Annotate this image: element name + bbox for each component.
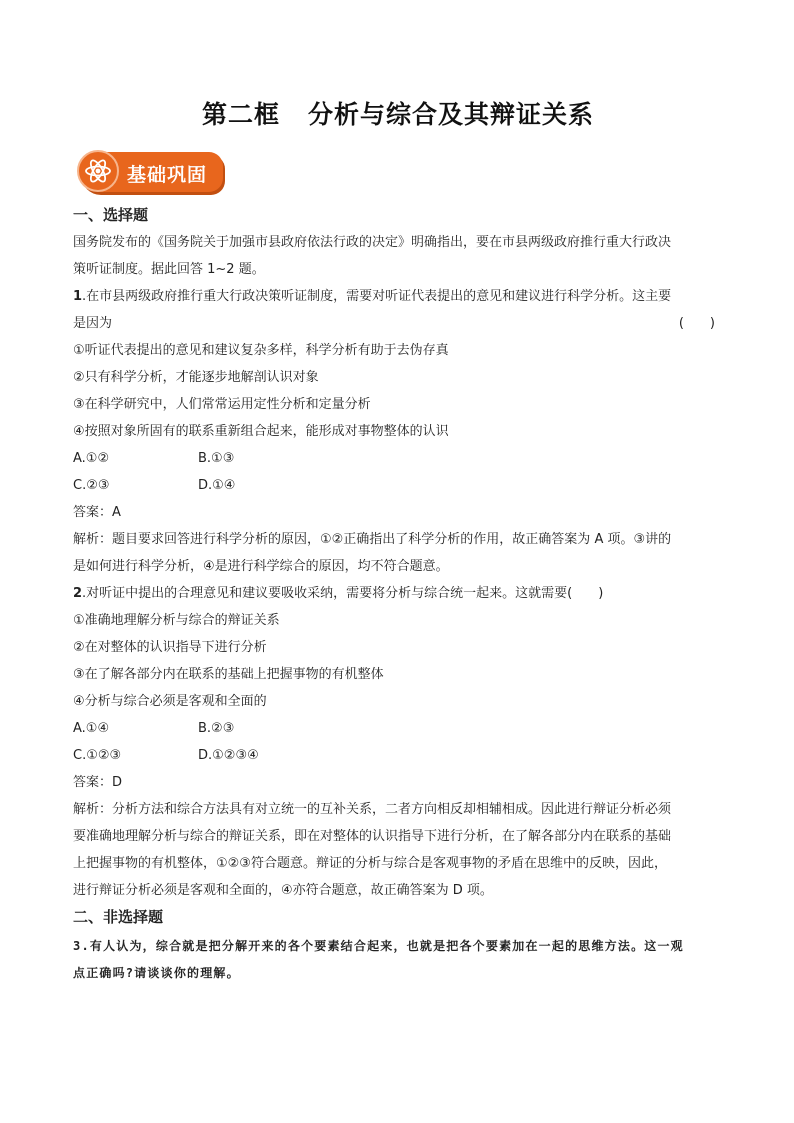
analysis-line: 是如何进行科学分析，④是进行科学综合的原因，均不符合题意。	[73, 559, 449, 574]
question-2-stem-text: .对听证中提出的合理意见和建议要吸收采纳，需要将分析与综合统一起来。这就需要( )	[82, 586, 604, 601]
option-d: D.①④	[198, 478, 236, 493]
answer: 答案：D	[73, 775, 123, 790]
statement-item: ③在科学研究中，人们常常运用定性分析和定量分析	[73, 397, 371, 412]
intro-line: 策听证制度。据此回答 1~2 题。	[73, 262, 265, 277]
option-d: D.①②③④	[198, 748, 259, 763]
statement-item: ④分析与综合必须是客观和全面的	[73, 694, 267, 709]
question-3-text: .有人认为，综合就是把分解开来的各个要素结合起来，也就是把各个要素加在一起的思维方法。这一观	[81, 939, 684, 953]
option-a: A.①②	[73, 451, 110, 466]
analysis-line: 要准确地理解分析与综合的辩证关系，即在对整体的认识指导下进行分析，在了解各部分内在联系的基础	[73, 829, 672, 844]
option-b: B.①③	[198, 451, 235, 466]
option-c: C.①②③	[73, 748, 122, 763]
badge-label: 基础巩固	[127, 164, 208, 186]
answer-blank: ( )	[678, 316, 715, 331]
answer: 答案：A	[73, 505, 121, 520]
options-row	[73, 742, 723, 769]
page-title	[73, 95, 723, 131]
options-row	[73, 715, 723, 742]
question-1-stem-text: 是因为	[73, 316, 113, 331]
title-part-2: 分析与综合及其辩证关系	[308, 100, 595, 129]
option-b: B.②③	[198, 721, 235, 736]
analysis-line: 解析：分析方法和综合方法具有对立统一的互补关系，二者方向相反却相辅相成。因此进行辩证分析必须	[73, 802, 672, 817]
section-1	[73, 202, 723, 987]
question-2-stem	[73, 580, 723, 607]
title-part-1: 第二框	[201, 100, 280, 129]
question-1-stem-text: .在市县两级政府推行重大行政决策听证制度，需要对听证代表提出的意见和建议进行科学分析。这主要	[82, 289, 672, 304]
question-3-stem	[73, 933, 723, 960]
statement-item: ②在对整体的认识指导下进行分析	[73, 640, 267, 655]
statement-item: ③在了解各部分内在联系的基础上把握事物的有机整体	[73, 667, 384, 682]
options-row	[73, 472, 723, 499]
analysis-line: 进行辩证分析必须是客观和全面的，④亦符合题意，故正确答案为 D 项。	[73, 883, 493, 898]
section-2-heading: 二、非选择题	[73, 908, 164, 926]
intro-line: 国务院发布的《国务院关于加强市县政府依法行政的决定》明确指出，要在市县两级政府推行重大行政决	[73, 235, 672, 250]
statement-item: ②只有科学分析，才能逐步地解剖认识对象	[73, 370, 319, 385]
section-1-heading: 一、选择题	[73, 206, 149, 224]
question-1-stem	[73, 283, 723, 310]
option-a: A.①④	[73, 721, 110, 736]
option-c: C.②③	[73, 478, 110, 493]
question-3-stem-line-2: 点正确吗?请谈谈你的理解。	[73, 966, 240, 980]
statement-item: ①准确地理解分析与综合的辩证关系	[73, 613, 280, 628]
question-1-stem-line-2	[73, 310, 723, 337]
question-number: 2	[73, 586, 83, 601]
section-badge	[79, 152, 223, 192]
statement-item: ①听证代表提出的意见和建议复杂多样，科学分析有助于去伪存真	[73, 343, 449, 358]
statement-item: ④按照对象所固有的联系重新组合起来，能形成对事物整体的认识	[73, 424, 449, 439]
analysis-line: 上把握事物的有机整体，①②③符合题意。辩证的分析与综合是客观事物的矛盾在思维中的反映，因此，	[73, 856, 667, 871]
question-number: 1	[73, 289, 83, 304]
analysis-line: 解析：题目要求回答进行科学分析的原因，①②正确指出了科学分析的作用，故正确答案为 A 项。③讲的	[73, 532, 672, 547]
options-row	[73, 445, 723, 472]
question-number: 3	[73, 939, 82, 953]
atom-icon	[77, 150, 119, 192]
